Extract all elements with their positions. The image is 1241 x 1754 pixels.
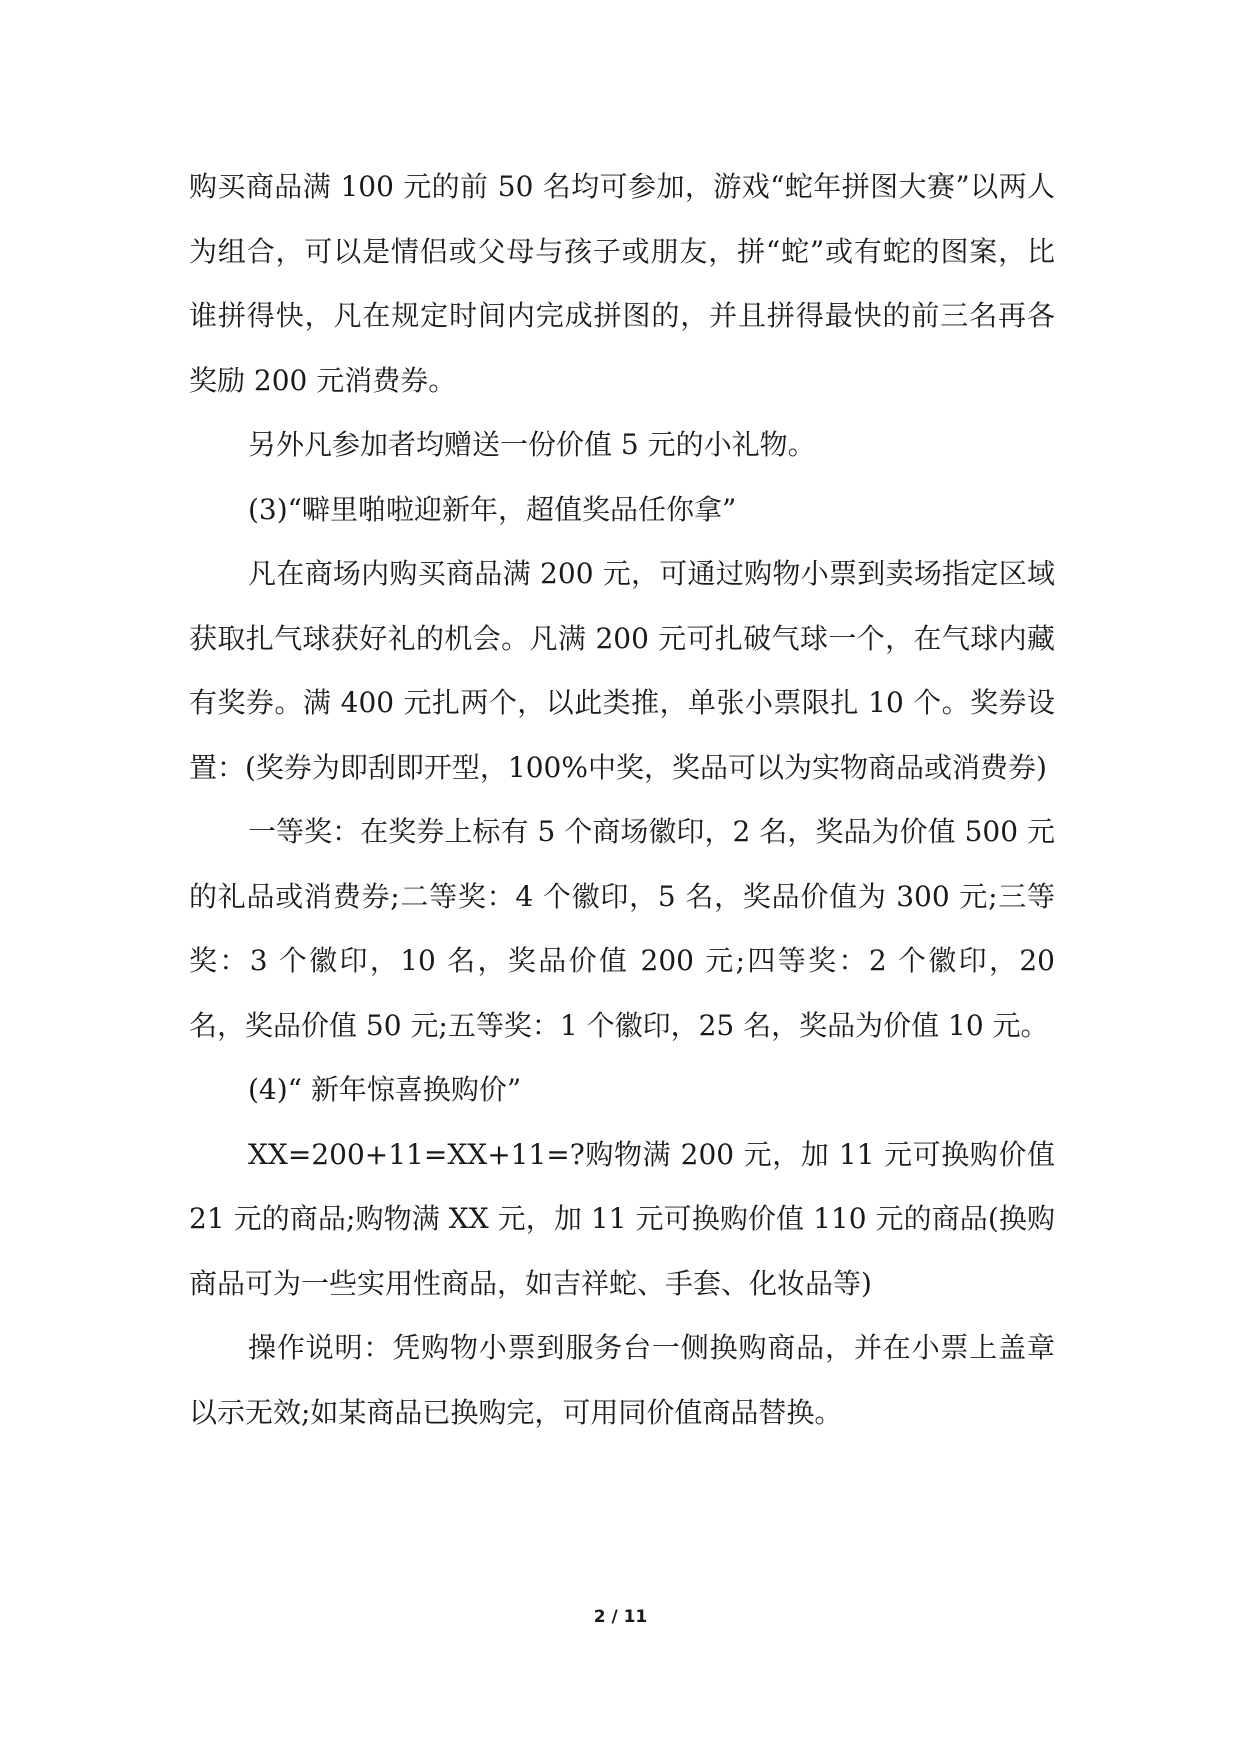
paragraph-puzzle-game: 购买商品满 100 元的前 50 名均可参加，游戏“蛇年拼图大赛”以两人为组合，可以是情侣或父母与孩子或朋友，拼“蛇”或有蛇的图案，比谁拼得快，凡在规定时间内完成拼图的，并且拼得最快的前三名再各奖励 200 元消费券。: [189, 170, 1055, 397]
paragraph-prize-levels: 一等奖：在奖券上标有 5 个商场徽印，2 名，奖品为价值 500 元的礼品或消费券;二等奖：4 个徽印，5 名，奖品价值为 300 元;三等奖：3 个徽印，10 名，奖品价值 200 元;四等奖：2 个徽印，20 名，奖品价值 50 元;五等奖：1 个徽印，25 名，奖品为价值 10 元。: [189, 815, 1055, 1042]
paragraph-small-gift: 另外凡参加者均赠送一份价值 5 元的小礼物。: [248, 428, 816, 461]
heading-exchange-activity: (4)“ 新年惊喜换购价”: [248, 1073, 522, 1106]
paragraph-balloon-rules: 凡在商场内购买商品满 200 元，可通过购物小票到卖场指定区域获取扎气球获好礼的机会。凡满 200 元可扎破气球一个，在气球内藏有奖券。满 400 元扎两个，以此类推，单张小票限扎 10 个。奖券设置：(奖券为即刮即开型，100%中奖，奖品可以为实物商品或消费券): [189, 557, 1055, 784]
document-body: [189, 155, 1055, 1445]
heading-balloon-activity: (3)“噼里啪啦迎新年，超值奖品任你拿”: [248, 492, 737, 526]
page-number: 2 / 11: [593, 1607, 648, 1627]
paragraph-operation-notes: 操作说明：凭购物小票到服务台一侧换购商品，并在小票上盖章以示无效;如某商品已换购完，可用同价值商品替换。: [189, 1331, 1055, 1429]
paragraph-exchange-rules: XX=200+11=XX+11=?购物满 200 元，加 11 元可换购价值 21 元的商品;购物满 XX 元，加 11 元可换购价值 110 元的商品(换购商品可为一些实用性商品，如吉祥蛇、手套、化妆品等): [189, 1137, 1055, 1300]
